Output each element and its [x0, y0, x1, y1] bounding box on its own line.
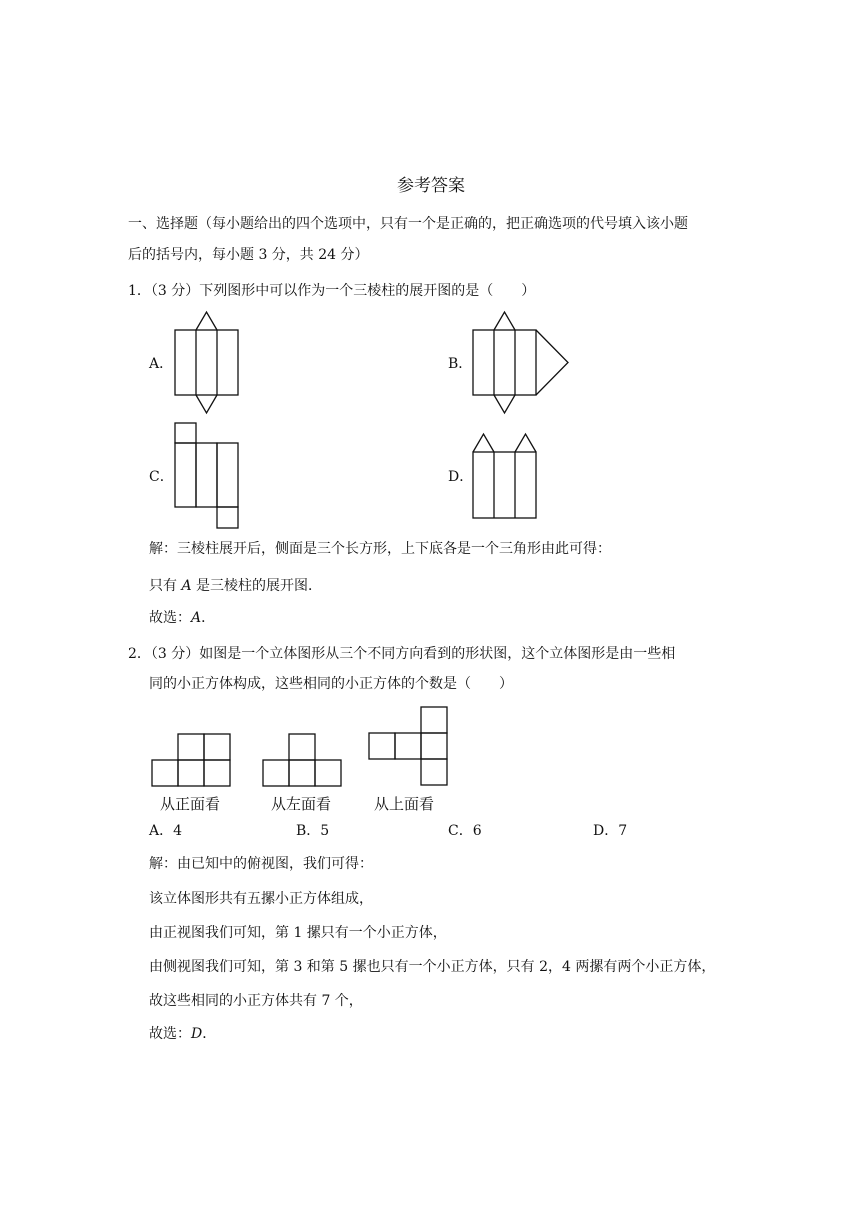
page-title: 参考答案 [397, 176, 465, 196]
q1-b-outer-rect [473, 330, 536, 395]
q2-top-view-caption: 从上面看 [374, 795, 435, 813]
q1-option-d-label[interactable]: D． [448, 469, 474, 485]
q1-option-a-label[interactable]: A． [149, 356, 174, 372]
q2-option-a[interactable]: A．4 [149, 823, 183, 839]
q1-d-outer-rect [473, 452, 536, 518]
q1-solution-line-1: 解：三棱柱展开后，侧面是三个长方形，上下底各是一个三角形由此可得： [149, 541, 611, 557]
q2-option-d[interactable]: D．7 [593, 823, 628, 839]
question-1-text: （3 分）下列图形中可以作为一个三棱柱的展开图的是（ ） [150, 283, 536, 299]
q2-solution-line-3: 由正视图我们可知，第 1 摞只有一个小正方体， [149, 925, 447, 941]
q1-b-top-triangle [494, 312, 515, 330]
q2-solution-line-5: 故这些相同的小正方体共有 7 个， [149, 993, 363, 1009]
question-2-stem-line-1: 2．（3 分）如图是一个立体图形从三个不同方向看到的形状图，这个立体图形是由一些相 [128, 646, 676, 662]
section-instruction-line-1: 一、选择题（每小题给出的四个选项中，只有一个是正确的，把正确选项的代号填入该小题 [128, 216, 688, 232]
question-2-stem-line-2: 同的小正方体构成，这些相同的小正方体的个数是（ ） [149, 676, 513, 692]
q2-solution-line-2: 该立体图形共有五摞小正方体组成， [149, 891, 373, 907]
q1-b-bottom-triangle [494, 395, 515, 413]
q1-c-rect-2 [196, 443, 217, 507]
q1-d-triangle-right [515, 434, 536, 452]
q1-option-d-net-figure [472, 433, 538, 521]
q1-option-c-net-figure [174, 422, 240, 530]
q1-option-b-label[interactable]: B． [448, 356, 473, 372]
q1-option-a-net-figure [174, 311, 240, 415]
q1-c-top-square [175, 423, 196, 443]
q1-b-right-triangle [536, 330, 568, 395]
q2-top-view-figure [368, 706, 450, 789]
section-instruction-line-2: 后的括号内，每小题 3 分，共 24 分） [128, 247, 369, 263]
q1-option-b-net-figure [472, 311, 572, 415]
question-1-stem [128, 281, 535, 301]
q2-front-view-figure [151, 733, 233, 789]
q2-solution-line-4: 由侧视图我们可知，第 3 和第 5 摞也只有一个小正方体，只有 2，4 两摞有两个小正方体， [149, 959, 716, 975]
question-1-number: 1． [128, 283, 151, 299]
q1-answer: 故选：A． [149, 610, 216, 626]
q2-solution-line-1: 解：由已知中的俯视图，我们可得： [149, 856, 373, 872]
q1-option-c-label[interactable]: C． [149, 469, 174, 485]
q1-c-rect-1 [175, 443, 196, 507]
q1-c-rect-3 [217, 443, 238, 507]
q2-left-view-figure [262, 733, 344, 789]
q1-a-outer-rect [175, 330, 238, 395]
q2-answer: 故选：D． [149, 1026, 217, 1042]
q1-a-top-triangle [196, 312, 217, 330]
q2-left-view-caption: 从左面看 [271, 795, 332, 813]
q1-solution-line-2: 只有 A 是三棱柱的展开图． [149, 578, 323, 594]
q1-c-bottom-square [217, 507, 238, 528]
q1-d-triangle-left [473, 434, 494, 452]
q1-a-bottom-triangle [196, 395, 217, 413]
q2-option-b[interactable]: B．5 [296, 823, 330, 839]
q2-option-c[interactable]: C．6 [448, 823, 482, 839]
question-2-number: 2． [128, 646, 151, 662]
q2-front-view-caption: 从正面看 [160, 795, 221, 813]
